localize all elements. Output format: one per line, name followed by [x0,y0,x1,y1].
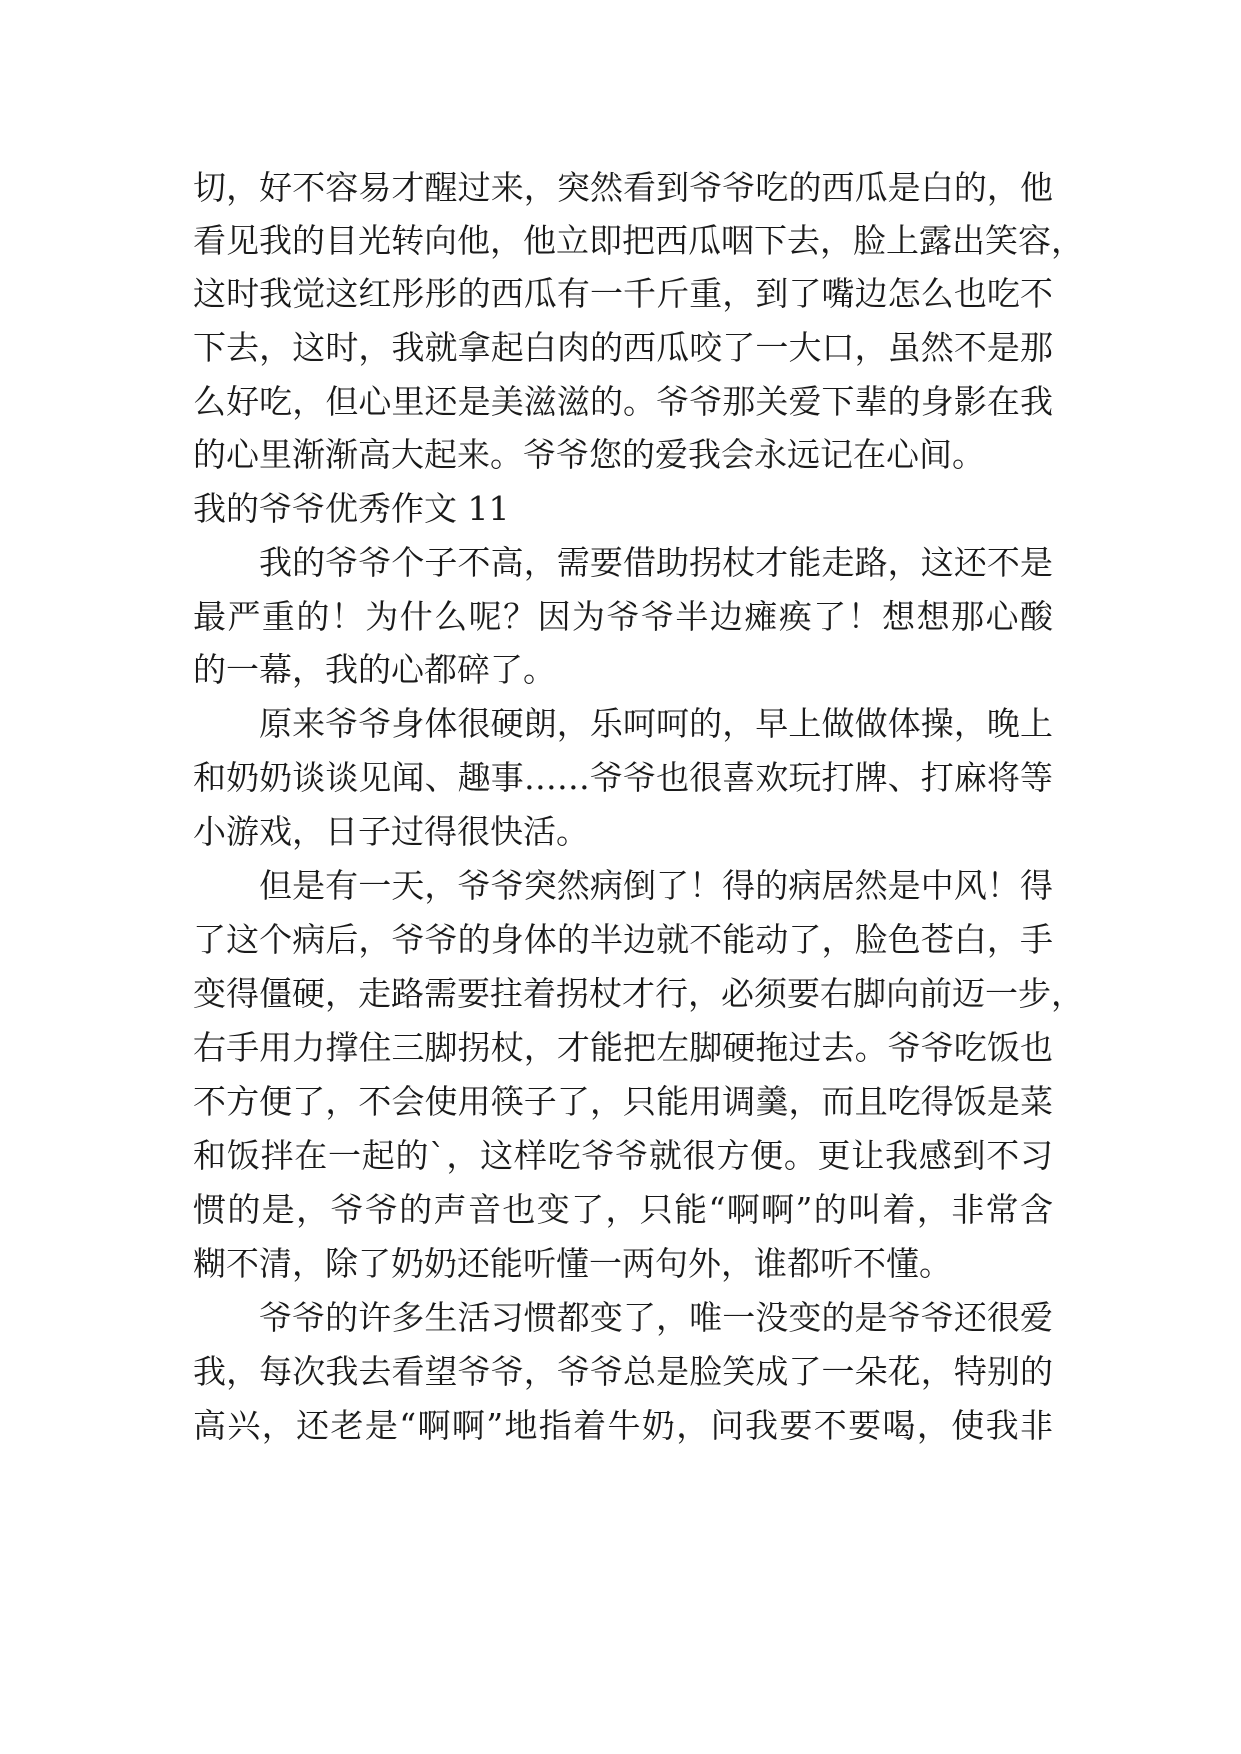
text-line: 了这个病后，爷爷的身体的半边就不能动了，脸色苍白，手 [193,920,1053,959]
text-line: 右手用力撑住三脚拐杖，才能把左脚硬拖过去。爷爷吃饭也 [193,1028,1053,1067]
paragraph-first-line: 但是有一天，爷爷突然病倒了！得的病居然是中风！得 [259,866,1053,905]
text-line: 么好吃，但心里还是美滋滋的。爷爷那关爱下辈的身影在我 [193,382,1053,421]
text-line: 变得僵硬，走路需要拄着拐杖才行，必须要右脚向前迈一步， [193,974,1084,1013]
text-line: 的心里渐渐高大起来。爷爷您的爱我会永远记在心间。 [193,435,985,474]
paragraph-first-line: 原来爷爷身体很硬朗，乐呵呵的，早上做做体操，晚上 [259,704,1053,743]
text-line: 小游戏，日子过得很快活。 [193,812,589,851]
text-line: 惯的是，爷爷的声音也变了，只能“啊啊”的叫着，非常含 [193,1190,1053,1229]
text-line: 的一幕，我的心都碎了。 [193,650,556,689]
text-line: 和奶奶谈谈见闻、趣事……爷爷也很喜欢玩打牌、打麻将等 [193,758,1053,797]
paragraph-first-line: 我的爷爷个子不高，需要借助拐杖才能走路，这还不是 [259,543,1053,582]
text-line: 我，每次我去看望爷爷，爷爷总是脸笑成了一朵花，特别的 [193,1352,1053,1391]
section-heading: 我的爷爷优秀作文 11 [193,489,510,528]
text-line: 和饭拌在一起的`，这样吃爷爷就很方便。更让我感到不习 [193,1136,1053,1175]
text-line: 下去，这时，我就拿起白肉的西瓜咬了一大口，虽然不是那 [193,328,1053,367]
text-line: 切，好不容易才醒过来，突然看到爷爷吃的西瓜是白的，他 [193,168,1053,207]
text-line: 看见我的目光转向他，他立即把西瓜咽下去，脸上露出笑容， [193,221,1084,260]
text-line: 高兴，还老是“啊啊”地指着牛奶，问我要不要喝，使我非 [193,1406,1053,1445]
paragraph-first-line: 爷爷的许多生活习惯都变了，唯一没变的是爷爷还很爱 [259,1298,1053,1337]
text-line: 糊不清，除了奶奶还能听懂一两句外，谁都听不懂。 [193,1244,952,1283]
text-line: 最严重的！为什么呢？因为爷爷半边瘫痪了！想想那心酸 [193,597,1053,636]
text-line: 不方便了，不会使用筷子了，只能用调羹，而且吃得饭是菜 [193,1082,1053,1121]
text-line: 这时我觉这红彤彤的西瓜有一千斤重，到了嘴边怎么也吃不 [193,274,1053,313]
